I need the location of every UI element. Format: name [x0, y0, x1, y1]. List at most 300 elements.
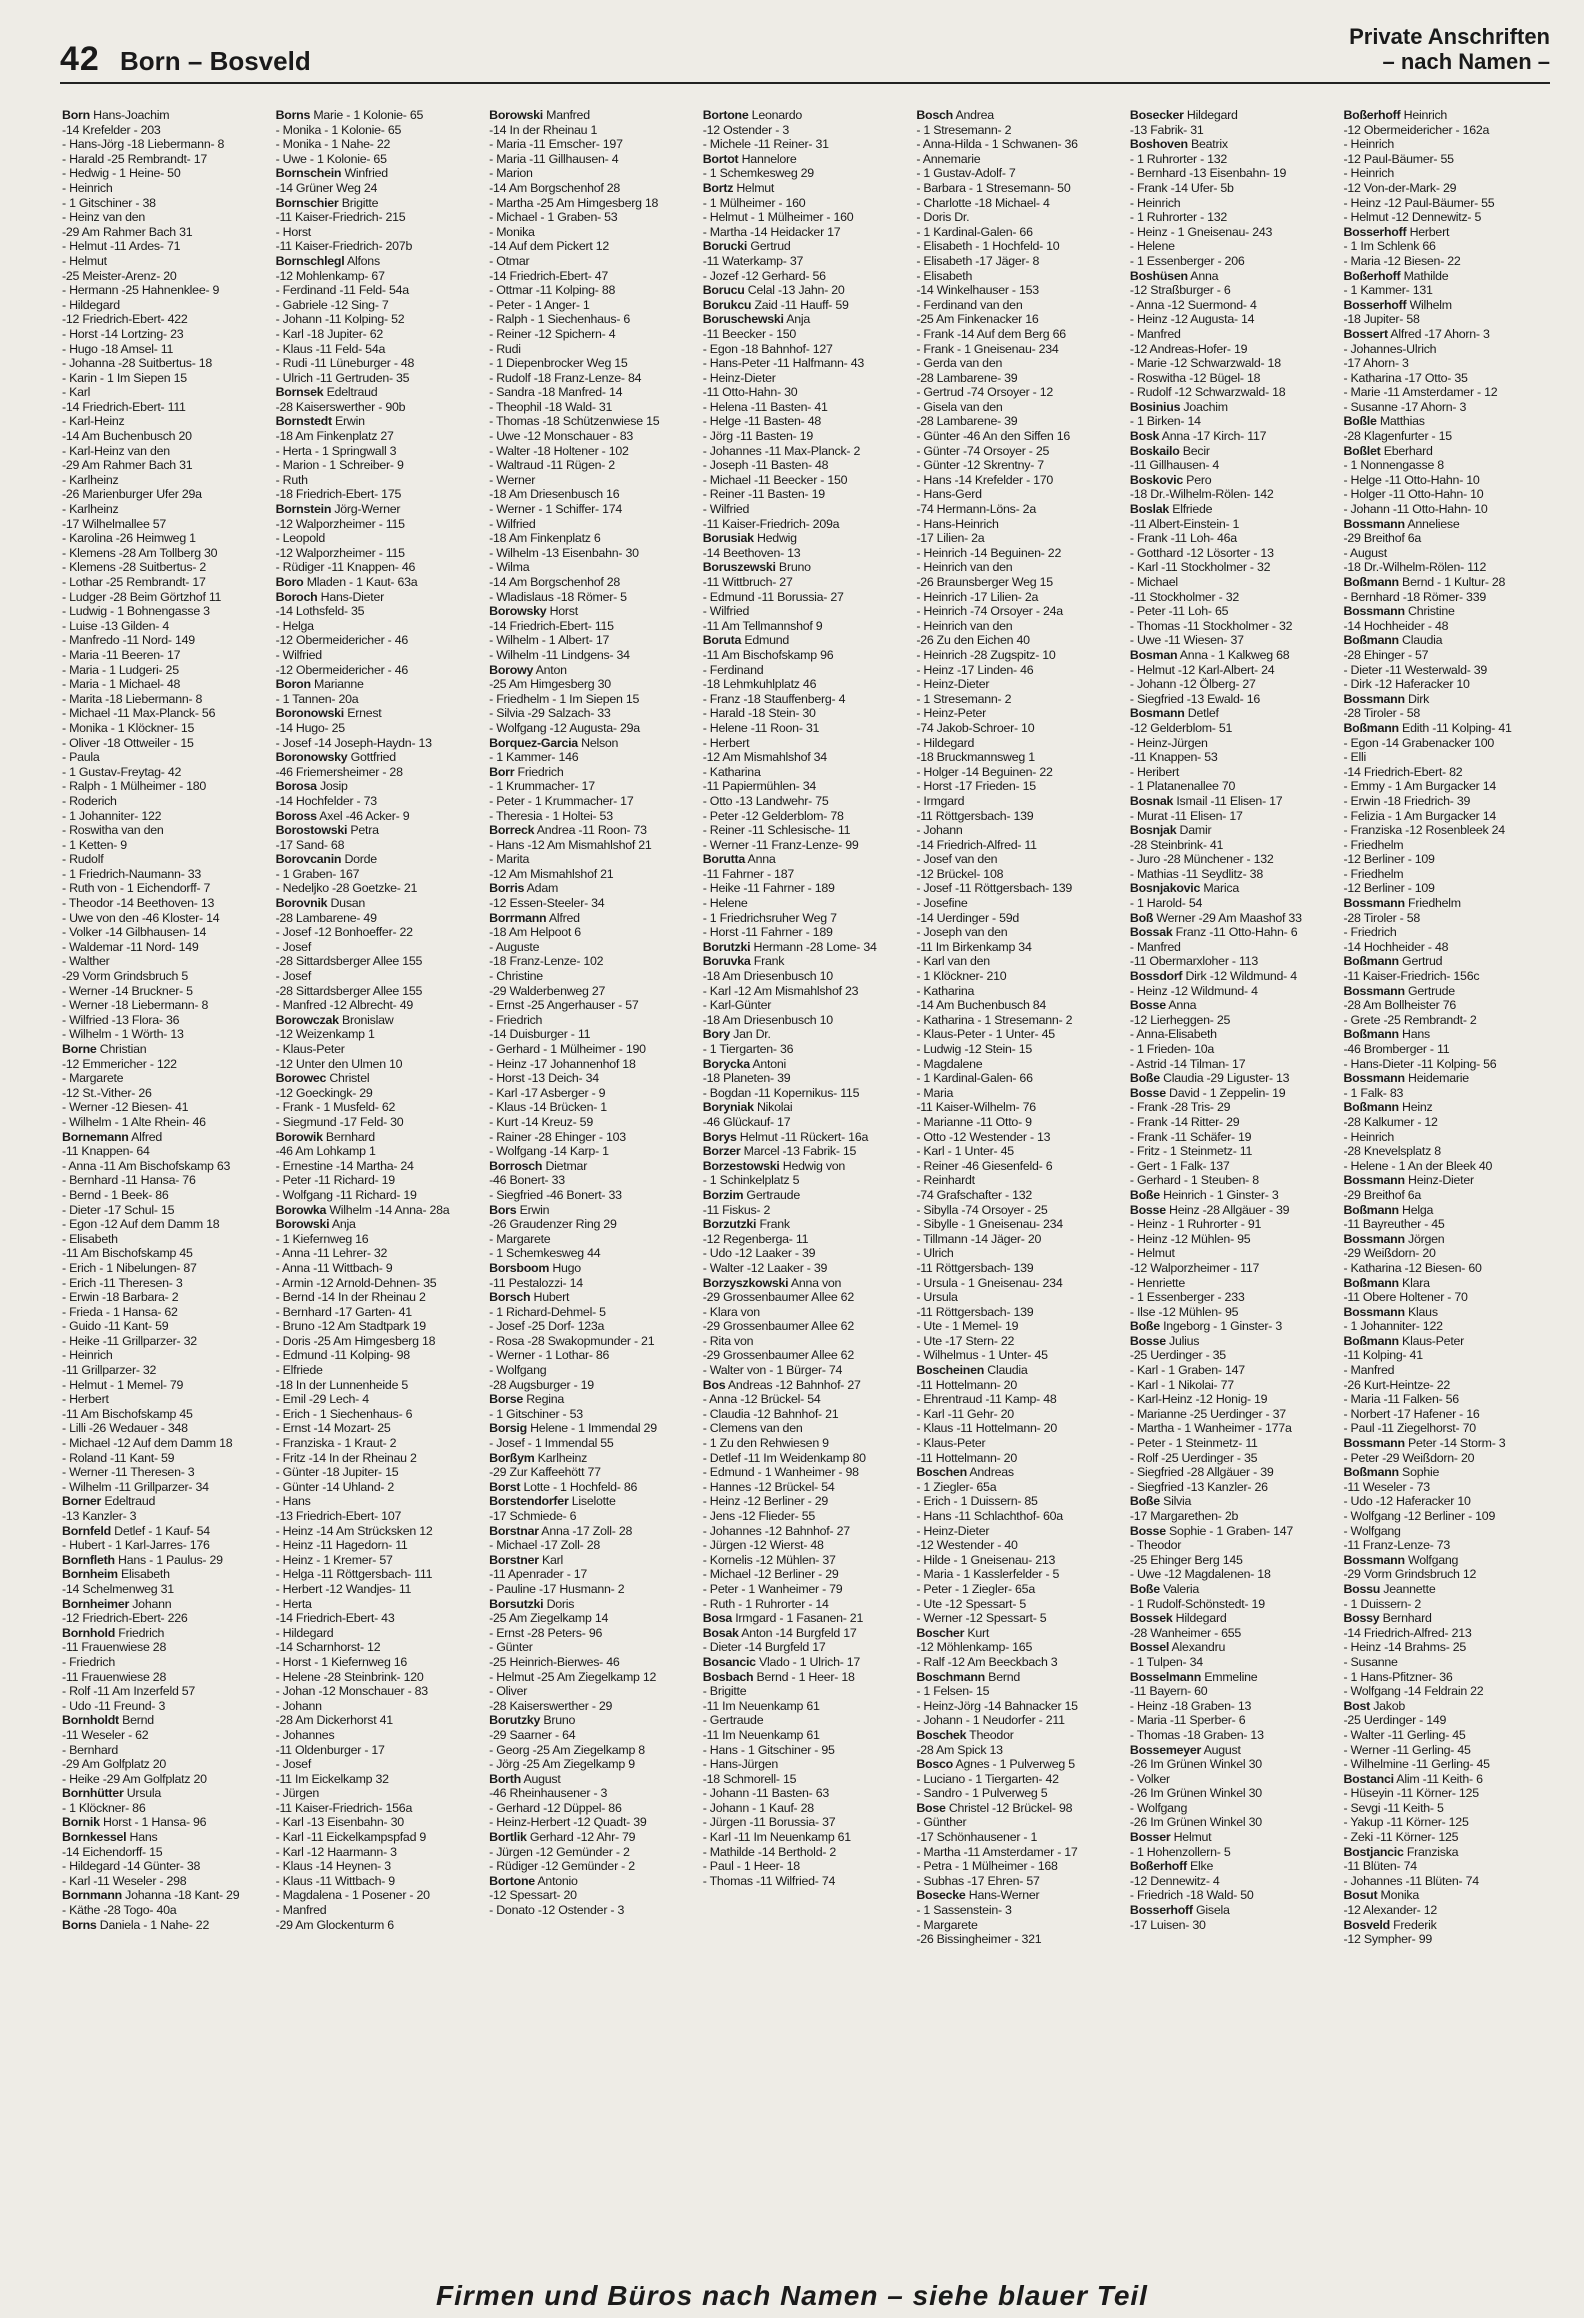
listing-entry: [703, 487, 910, 502]
listing-entry: [1130, 896, 1337, 911]
entry-text: - Rudolf -12 Schwarzwald- 18: [1129, 385, 1286, 400]
entry-text: - Michele -11 Reiner- 31: [702, 137, 829, 152]
entry-text: - Karl - 1 Nikolai- 77: [1129, 1377, 1234, 1392]
entry-text: - Doris Dr.: [916, 210, 970, 225]
entry-text: - Uwe - 1 Kolonie- 65: [275, 151, 387, 166]
entry-text: - Wilfried: [489, 516, 536, 531]
entry-text: - Hans -11 Schlachthof- 60a: [916, 1509, 1063, 1523]
listing-entry: [916, 1845, 1123, 1860]
listing-surname-entry: [1130, 429, 1337, 444]
entry-text: Bernd: [118, 1713, 154, 1728]
listing-entry: [489, 239, 696, 254]
listing-entry: [1130, 633, 1337, 648]
listing-entry: [489, 1378, 696, 1393]
entry-text: - Wolfgang: [489, 1363, 547, 1378]
listing-entry: [62, 1378, 269, 1393]
listing-entry: [916, 1903, 1123, 1918]
listing-surname-entry: [703, 1276, 910, 1291]
entry-text: -25 Am Finkenacker 16: [916, 312, 1039, 327]
directory-column-7: [1343, 108, 1550, 2278]
entry-text: - 1 Krummacher- 17: [489, 779, 595, 794]
entry-text: - Waltraud -11 Rügen- 2: [489, 458, 615, 473]
entry-text: Bronislaw: [338, 1012, 394, 1027]
entry-text: Axel -46 Acker- 9: [316, 808, 410, 823]
entry-text: Detlef - 1 Kauf- 54: [110, 1523, 210, 1538]
entry-text: Daniela - 1 Nahe- 22: [96, 1917, 210, 1932]
entry-text: - 1 Richard-Dehmel- 5: [489, 1304, 606, 1319]
entry-text: -28 Am Bollheister 76: [1343, 998, 1456, 1013]
entry-text: Marianne: [310, 677, 364, 692]
entry-text: Wolfgang: [1404, 1552, 1459, 1567]
listing-entry: [703, 385, 910, 400]
entry-text: Horst - 1 Hansa- 96: [99, 1815, 207, 1830]
entry-text: - Rolf -25 Uerdinger - 35: [1129, 1450, 1258, 1465]
listing-entry: [489, 1086, 696, 1101]
listing-entry: [62, 1582, 269, 1597]
listing-entry: [276, 1480, 483, 1495]
surname: Boßerhoff: [1343, 268, 1401, 283]
entry-text: - Wilhelm -11 Grillparzer- 34: [62, 1479, 209, 1494]
listing-entry: [489, 1509, 696, 1524]
listing-entry: [1343, 1378, 1550, 1393]
surname: Borsboom: [489, 1260, 550, 1275]
listing-entry: [703, 896, 910, 911]
entry-text: - Klemens -28 Suitbertus- 2: [62, 560, 207, 575]
surname: Bossak: [1129, 925, 1173, 940]
entry-text: - Franziska -12 Rosenbleek 24: [1343, 823, 1505, 838]
surname: Borrosch: [489, 1158, 543, 1173]
listing-entry: [703, 342, 910, 357]
listing-entry: [1343, 137, 1550, 152]
surname: Bossu: [1343, 1581, 1381, 1596]
entry-text: - Johann -11 Basten- 63: [702, 1786, 830, 1801]
listing-entry: [916, 1100, 1123, 1115]
listing-entry: [489, 706, 696, 721]
listing-entry: [1343, 1815, 1550, 1830]
entry-text: - Frieda - 1 Hansa- 62: [62, 1304, 178, 1319]
listing-surname-entry: [1343, 633, 1550, 648]
entry-text: - Hans -14 Krefelder - 170: [916, 472, 1054, 487]
listing-surname-entry: [916, 1888, 1123, 1903]
entry-text: - Karl van den: [916, 954, 990, 969]
entry-text: - Uwe -12 Magdalenen- 18: [1129, 1567, 1271, 1582]
listing-entry: [1130, 356, 1337, 371]
entry-text: - 1 Gitschiner - 38: [62, 195, 156, 210]
entry-text: - Joseph van den: [916, 925, 1008, 940]
page-range: Born – Bosveld: [120, 46, 311, 76]
listing-surname-entry: [1130, 1334, 1337, 1349]
entry-text: -12 Spessart- 20: [489, 1888, 577, 1903]
listing-entry: [276, 1057, 483, 1072]
listing-entry: [703, 400, 910, 415]
listing-entry: [1343, 794, 1550, 809]
listing-entry: [276, 1874, 483, 1889]
entry-text: - Hans-Dieter -11 Kolping- 56: [1343, 1056, 1497, 1071]
entry-text: - Heinz - 1 Gneisenau- 243: [1129, 224, 1273, 239]
entry-text: - Helmut -12 Karl-Albert- 24: [1129, 662, 1275, 677]
entry-text: - Klaus-Peter - 1 Unter- 45: [916, 1027, 1055, 1042]
surname: Bossmann: [1343, 1552, 1405, 1567]
listing-entry: [276, 283, 483, 298]
entry-text: - Werner - 1 Lothar- 86: [489, 1348, 610, 1363]
listing-entry: [1343, 546, 1550, 561]
entry-text: -12 Unter den Ulmen 10: [275, 1056, 403, 1071]
entry-text: - Hans-Peter -11 Halfmann- 43: [702, 356, 864, 371]
entry-text: -18 Bruckmannsweg 1: [916, 750, 1035, 765]
listing-entry: [62, 1699, 269, 1714]
listing-entry: [1343, 371, 1550, 386]
entry-text: -11 Röttgersbach- 139: [916, 1260, 1034, 1275]
listing-entry: [1343, 1801, 1550, 1816]
listing-entry: [62, 1655, 269, 1670]
directory-columns: [62, 108, 1550, 2278]
entry-text: - Johannes -12 Bahnhof- 27: [702, 1523, 850, 1538]
entry-text: -28 Knevelsplatz 8: [1343, 1144, 1441, 1159]
listing-entry: [62, 590, 269, 605]
listing-entry: [703, 1699, 910, 1714]
listing-entry: [62, 1801, 269, 1816]
entry-text: Hedwig von: [779, 1158, 846, 1173]
entry-text: - Frank - 1 Musfeld- 62: [275, 1100, 396, 1115]
entry-text: Frederik: [1389, 1917, 1437, 1932]
entry-text: -28 Tiroler - 58: [1343, 910, 1421, 925]
listing-entry: [276, 1801, 483, 1816]
entry-text: Claudia -29 Liguster- 13: [1159, 1071, 1290, 1086]
entry-text: -74 Jakob-Schroer- 10: [916, 720, 1035, 735]
entry-text: - Doris -25 Am Himgesberg 18: [275, 1333, 436, 1348]
entry-text: - Bernhard -18 Römer- 339: [1343, 589, 1486, 604]
entry-text: - 1 Felsen- 15: [916, 1684, 990, 1699]
listing-surname-entry: [276, 1203, 483, 1218]
listing-entry: [1130, 1845, 1337, 1860]
listing-entry: [703, 1465, 910, 1480]
entry-text: - Maria - 1 Kasslerfelder - 5: [916, 1567, 1060, 1582]
entry-text: - Manfredo -11 Nord- 149: [62, 633, 195, 648]
listing-entry: [1130, 1305, 1337, 1320]
listing-entry: [489, 225, 696, 240]
entry-text: - 1 Kammer- 131: [1343, 283, 1433, 298]
listing-entry: [489, 531, 696, 546]
listing-entry: [62, 1319, 269, 1334]
listing-entry: [703, 473, 910, 488]
entry-text: - Elisabeth - 1 Hochfeld- 10: [916, 239, 1060, 254]
entry-text: Hildegard: [1172, 1611, 1227, 1626]
listing-surname-entry: [703, 283, 910, 298]
listing-entry: [1130, 239, 1337, 254]
listing-entry: [276, 663, 483, 678]
listing-entry: [62, 1232, 269, 1247]
listing-entry: [1130, 1626, 1337, 1641]
entry-text: -11 Kaiser-Wilhelm- 76: [916, 1100, 1036, 1115]
entry-text: -29 Breithof 6a: [1343, 531, 1421, 546]
entry-text: - Michael: [1129, 575, 1178, 589]
entry-text: - 1 Stresemann- 2: [916, 122, 1012, 137]
listing-entry: [916, 1130, 1123, 1145]
entry-text: - Wolfgang: [1129, 1800, 1188, 1815]
entry-text: - Rosa -28 Swakopmunder - 21: [489, 1333, 655, 1348]
entry-text: Gertraude: [743, 1187, 800, 1202]
entry-text: - Hans - 1 Gitschiner - 95: [702, 1742, 835, 1757]
entry-text: - Franziska - 1 Kraut- 2: [275, 1436, 397, 1451]
listing-entry: [62, 1144, 269, 1159]
entry-text: -11 Kolping- 41: [1343, 1348, 1423, 1363]
entry-text: Antonio: [534, 1873, 578, 1888]
listing-surname-entry: [62, 1553, 269, 1568]
entry-text: - Hans-Heinrich: [916, 516, 999, 531]
entry-text: - Peter - 1 Krummacher- 17: [489, 793, 634, 808]
surname: Bosak: [702, 1625, 739, 1640]
listing-entry: [703, 663, 910, 678]
entry-text: - Norbert -17 Hafener - 16: [1343, 1406, 1480, 1421]
listing-entry: [62, 385, 269, 400]
entry-text: - Siegfried -28 Allgäuer - 39: [1129, 1465, 1274, 1480]
entry-text: Heinrich: [1400, 108, 1448, 122]
listing-entry: [62, 604, 269, 619]
entry-text: - Heinz -12 Paul-Bäumer- 55: [1343, 195, 1495, 210]
surname: Borne: [62, 1042, 97, 1056]
entry-text: - Heinrich: [1129, 195, 1181, 210]
listing-entry: [1130, 1728, 1337, 1743]
listing-entry: [276, 560, 483, 575]
listing-entry: [489, 327, 696, 342]
listing-entry: [703, 1640, 910, 1655]
listing-entry: [62, 1261, 269, 1276]
entry-text: - Volker: [1129, 1771, 1170, 1786]
entry-text: - Uwe von den -46 Kloster- 14: [62, 910, 220, 925]
listing-entry: [489, 1100, 696, 1115]
entry-text: - Heinrich: [62, 180, 113, 195]
entry-text: -11 Albert-Einstein- 1: [1129, 516, 1240, 531]
listing-surname-entry: [62, 1888, 269, 1903]
entry-text: - Maria - 1 Ludgeri- 25: [62, 662, 179, 677]
listing-entry: [62, 648, 269, 663]
entry-text: - 1 Tiergarten- 36: [702, 1042, 794, 1056]
listing-entry: [62, 137, 269, 152]
entry-text: - Karl -12 Am Mismahlshof 23: [702, 983, 859, 998]
listing-entry: [1343, 1290, 1550, 1305]
listing-entry: [62, 998, 269, 1013]
surname: Borovcanin: [275, 852, 342, 867]
listing-entry: [62, 1874, 269, 1889]
listing-surname-entry: [276, 809, 483, 824]
listing-entry: [276, 1815, 483, 1830]
listing-surname-entry: [1130, 823, 1337, 838]
entry-text: - Zeki -11 Körner- 125: [1343, 1830, 1459, 1845]
entry-text: -11 Kaiser-Friedrich- 156c: [1343, 969, 1480, 984]
entry-text: - Martha - 1 Wanheimer - 177a: [1129, 1421, 1292, 1436]
entry-text: - Joseph -11 Basten- 48: [702, 458, 829, 473]
listing-entry: [1130, 809, 1337, 824]
listing-entry: [1130, 721, 1337, 736]
entry-text: - Heinz -14 Brahms- 25: [1343, 1640, 1467, 1655]
directory-column-6: [1130, 108, 1337, 2278]
listing-entry: [62, 1640, 269, 1655]
entry-text: -46 Am Lohkamp 1: [275, 1144, 376, 1159]
entry-text: - Theresia - 1 Holtei- 53: [489, 808, 613, 823]
entry-text: - Anna -11 Am Bischofskamp 63: [62, 1158, 231, 1173]
entry-text: - Lothar -25 Rembrandt- 17: [62, 575, 206, 589]
listing-surname-entry: [703, 1378, 910, 1393]
entry-text: - 1 Ziegler- 65a: [916, 1479, 997, 1494]
listing-entry: [916, 1815, 1123, 1830]
surname: Bornhold: [62, 1625, 116, 1640]
listing-entry: [1130, 1100, 1337, 1115]
listing-entry: [916, 604, 1123, 619]
listing-entry: [703, 1582, 910, 1597]
listing-entry: [1130, 1509, 1337, 1524]
listing-entry: [276, 298, 483, 313]
entry-text: - Helmut -12 Dennewitz- 5: [1343, 210, 1482, 225]
entry-text: - Herbert: [62, 1392, 109, 1407]
listing-surname-entry: [489, 1290, 696, 1305]
listing-entry: [703, 1246, 910, 1261]
entry-text: -11 Im Birkenkamp 34: [916, 939, 1032, 954]
listing-entry: [489, 269, 696, 284]
entry-text: - Ulrich: [916, 1246, 954, 1261]
entry-text: - Heinrich -28 Zugspitz- 10: [916, 647, 1056, 662]
entry-text: - Donato -12 Ostender - 3: [489, 1903, 625, 1918]
surname: Bossdorf: [1129, 969, 1183, 984]
entry-text: - Karl-Heinz: [62, 414, 125, 429]
entry-text: -11 Blüten- 74: [1343, 1859, 1417, 1874]
surname: Boroch: [275, 589, 318, 604]
listing-surname-entry: [276, 385, 483, 400]
entry-text: - 1 Sassenstein- 3: [916, 1903, 1012, 1918]
listing-surname-entry: [1343, 1611, 1550, 1626]
listing-entry: [916, 1494, 1123, 1509]
listing-entry: [276, 1772, 483, 1787]
surname: Bossmann: [1343, 983, 1405, 998]
entry-text: - 1 Harold- 54: [1129, 896, 1203, 911]
listing-entry: [703, 1013, 910, 1028]
entry-text: -14 Friedrich-Ebert- 82: [1343, 764, 1463, 779]
entry-text: -12 Obermeidericher - 162a: [1343, 122, 1490, 137]
listing-entry: [1130, 954, 1337, 969]
listing-entry: [1130, 283, 1337, 298]
entry-text: - Monika - 1 Kolonie- 65: [275, 122, 402, 137]
listing-entry: [916, 590, 1123, 605]
entry-text: - Anna -12 Suermond- 4: [1129, 297, 1257, 312]
surname: Bosancic: [702, 1654, 756, 1669]
listing-entry: [1343, 196, 1550, 211]
listing-entry: [276, 1582, 483, 1597]
entry-text: - Manfred: [1129, 939, 1181, 954]
entry-text: - Günther: [916, 1815, 967, 1830]
listing-entry: [916, 721, 1123, 736]
listing-entry: [916, 1567, 1123, 1582]
listing-entry: [489, 400, 696, 415]
listing-entry: [276, 1115, 483, 1130]
entry-text: - Karl - 1 Unter- 45: [916, 1144, 1014, 1159]
listing-entry: [1343, 1159, 1550, 1174]
entry-text: - Heinrich: [1343, 1129, 1394, 1144]
listing-entry: [916, 1290, 1123, 1305]
listing-surname-entry: [489, 1203, 696, 1218]
listing-entry: [62, 1071, 269, 1086]
entry-text: - Heinz-Jürgen: [1129, 735, 1208, 750]
surname: Boskailo: [1129, 443, 1180, 458]
entry-text: -18 In der Lunnenheide 5: [275, 1377, 409, 1392]
surname: Bossmann: [1343, 1231, 1405, 1246]
entry-text: - Michael -11 Max-Planck- 56: [62, 706, 216, 721]
entry-text: -12 Andreas-Hofer- 19: [1129, 341, 1248, 356]
entry-text: - Heinrich van den: [916, 560, 1013, 575]
entry-text: - Heinz -12 Mühlen- 95: [1129, 1231, 1251, 1246]
entry-text: -28 Ehinger - 57: [1343, 647, 1429, 662]
entry-text: Hans-Dieter: [317, 589, 384, 604]
entry-text: - Hedwig - 1 Heine- 50: [62, 166, 181, 181]
listing-entry: [489, 487, 696, 502]
listing-entry: [1343, 166, 1550, 181]
listing-entry: [1130, 1772, 1337, 1787]
listing-entry: [276, 1567, 483, 1582]
directory-column-1: [62, 108, 269, 2278]
listing-entry: [276, 1626, 483, 1641]
entry-text: - Paul - 1 Heer- 18: [702, 1859, 800, 1874]
entry-text: Winfried: [341, 166, 388, 181]
listing-entry: [276, 1713, 483, 1728]
listing-surname-entry: [703, 1057, 910, 1072]
surname: Bosa: [702, 1611, 733, 1626]
surname: Bossert: [1343, 326, 1388, 341]
entry-text: -12 Lierheggen- 25: [1129, 1012, 1231, 1027]
entry-text: -12 Berliner - 109: [1343, 881, 1435, 896]
listing-entry: [916, 1232, 1123, 1247]
entry-text: - Helmut - 1 Mülheimer - 160: [702, 210, 854, 225]
listing-entry: [62, 239, 269, 254]
entry-text: - Frank -11 Loh- 46a: [1129, 531, 1237, 546]
entry-text: - Frank -14 Ufer- 5b: [1129, 180, 1234, 195]
listing-entry: [489, 619, 696, 634]
entry-text: - Walther: [62, 954, 110, 969]
entry-text: - Michael -11 Beecker - 150: [702, 472, 848, 487]
entry-text: - Margarete: [916, 1917, 978, 1932]
listing-entry: [489, 575, 696, 590]
surname: Borycka: [702, 1056, 750, 1071]
entry-text: -11 Kaiser-Friedrich- 207b: [275, 239, 413, 254]
entry-text: - 1 Gustav-Freytag- 42: [62, 764, 182, 779]
entry-text: - Josefine: [916, 896, 968, 911]
listing-surname-entry: [1130, 1640, 1337, 1655]
entry-text: - Petra - 1 Mülheimer - 168: [916, 1859, 1058, 1874]
listing-entry: [489, 1130, 696, 1145]
entry-text: - 1 Diepenbrocker Weg 15: [489, 356, 628, 371]
listing-entry: [62, 677, 269, 692]
listing-entry: [276, 123, 483, 138]
listing-entry: [703, 590, 910, 605]
entry-text: - Horst -14 Lortzing- 23: [62, 326, 184, 341]
listing-entry: [1130, 414, 1337, 429]
entry-text: - Erich - 1 Siechenhaus- 6: [275, 1406, 413, 1421]
listing-entry: [276, 1494, 483, 1509]
entry-text: Helene - 1 Immendal 29: [526, 1421, 657, 1436]
entry-text: - Martha -25 Am Himgesberg 18: [489, 195, 659, 210]
listing-entry: [489, 1013, 696, 1028]
entry-text: -74 Hermann-Löns- 2a: [916, 502, 1036, 517]
listing-entry: [276, 838, 483, 853]
listing-surname-entry: [62, 1713, 269, 1728]
entry-text: - 1 Falk- 83: [1343, 1085, 1404, 1100]
entry-text: Manfred: [542, 108, 590, 122]
entry-text: -29 Vorm Grindsbruch 5: [62, 969, 189, 984]
listing-entry: [62, 940, 269, 955]
entry-text: -28 Am Spick 13: [916, 1742, 1003, 1757]
entry-text: Jeannette: [1380, 1581, 1436, 1596]
listing-surname-entry: [1343, 1845, 1550, 1860]
surname: Borner: [62, 1494, 102, 1509]
listing-entry: [703, 1319, 910, 1334]
entry-text: - 1 Mülheimer - 160: [702, 195, 806, 210]
